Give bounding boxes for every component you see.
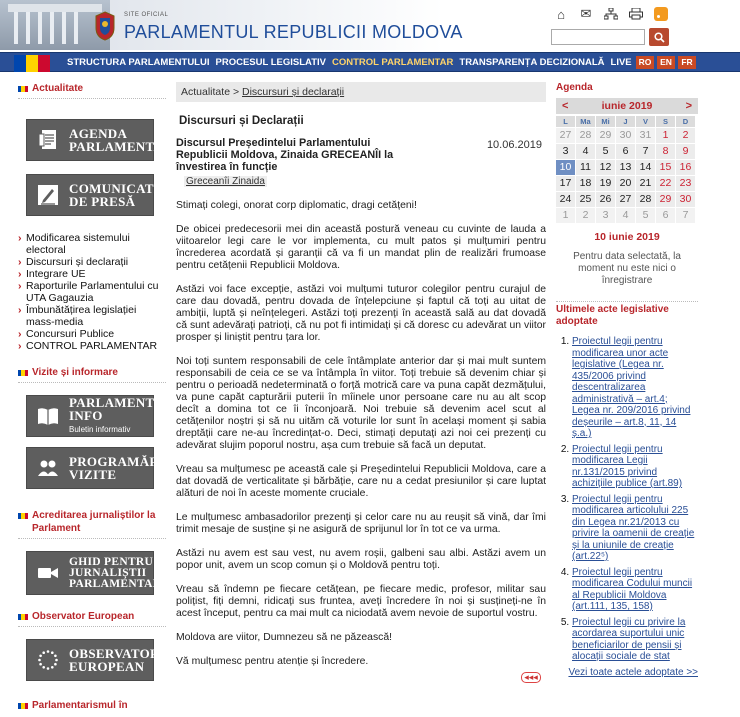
breadcrumb-root[interactable]: Actualitate: [181, 86, 231, 98]
calendar-day[interactable]: 20: [616, 176, 635, 191]
sitemap-icon[interactable]: [603, 6, 619, 22]
calendar-day[interactable]: 8: [656, 144, 675, 159]
article-date: 10.06.2019: [486, 139, 542, 151]
acts-list: [556, 336, 698, 663]
video-camera-icon: [37, 562, 59, 584]
agenda-parlamentara-banner[interactable]: [26, 119, 183, 161]
calendar-month: iunie 2019: [601, 100, 653, 112]
people-icon: [37, 457, 59, 479]
flag-icon: [18, 614, 28, 620]
sidebar-heading-actualitate: [18, 82, 166, 95]
calendar-day[interactable]: 6: [616, 144, 635, 159]
calendar-day[interactable]: 21: [636, 176, 655, 191]
calendar-next-button[interactable]: >: [685, 100, 692, 112]
flag-stripe: [14, 55, 26, 72]
calendar-weekday: S: [656, 116, 675, 127]
calendar-day[interactable]: 27: [616, 192, 635, 207]
calendar-day[interactable]: 15: [656, 160, 675, 175]
calendar-day[interactable]: 1: [656, 128, 675, 143]
calendar: [556, 98, 698, 223]
sidebar-heading-label: Observator European: [32, 611, 135, 622]
page-title: Discursuri și Declarații: [179, 115, 304, 127]
act-link[interactable]: Proiectul legii cu privire la acordarea suportului unic beneficiarilor de pensii și alocații sociale de stat: [572, 616, 686, 662]
act-item: [572, 494, 698, 563]
pen-icon: [37, 184, 59, 206]
sidebar-heading-label: Actualitate: [32, 83, 84, 94]
flag-icon: [18, 513, 28, 519]
language-switcher: [636, 56, 696, 69]
banner-line: AGENDA: [69, 126, 128, 141]
nav-transparenta[interactable]: TRANSPARENȚA DECIZIONALĂ: [459, 57, 605, 68]
calendar-day[interactable]: 10: [556, 160, 575, 175]
flag-stripe: [26, 55, 38, 72]
calendar-weekday: L: [556, 116, 575, 127]
act-item: [572, 444, 698, 490]
banner-line: DE PRESĂ: [69, 194, 136, 209]
calendar-day[interactable]: 2: [676, 128, 695, 143]
sidebar-link[interactable]: › Integrare UE: [18, 268, 166, 280]
left-sidebar: [18, 82, 183, 712]
calendar-day[interactable]: 28: [636, 192, 655, 207]
breadcrumb-current[interactable]: Discursuri și declarații: [242, 86, 345, 98]
act-link[interactable]: Proiectul legii pentru modificarea Codului muncii al Republicii Moldova (art.111, 135, 158): [572, 566, 693, 612]
calendar-day[interactable]: 25: [576, 192, 595, 207]
act-link[interactable]: Proiectul legii pentru modificarea articolului 225 din Legea nr.21/2013 cu privire la oamenii de creație și la uniunile de creație (art.22⁵): [572, 493, 695, 562]
print-icon[interactable]: [628, 6, 644, 22]
banner-subtitle: Buletin informativ: [69, 425, 131, 434]
banner-line: PARLAMENT: [69, 395, 155, 410]
author-tag[interactable]: Greceanîi Zinaida: [186, 176, 265, 187]
site-title[interactable]: PARLAMENTUL REPUBLICII MOLDOVA: [124, 22, 463, 42]
banner-line: COMUNICATE: [69, 181, 163, 196]
document-icon: [37, 129, 59, 151]
selected-date: 10 iunie 2019: [594, 231, 660, 243]
search-icon: [654, 32, 665, 43]
article-paragraph: Moldova are viitor, Dumnezeu să ne păzească!: [176, 632, 393, 643]
rss-icon: [654, 7, 668, 21]
sidebar-link[interactable]: › CONTROL PARLAMENTAR: [18, 340, 166, 352]
calendar-day[interactable]: 11: [576, 160, 595, 175]
agenda-heading: Agenda: [556, 82, 593, 93]
banner-line: EUROPEAN: [69, 659, 145, 674]
article-paragraph: De obicei predecesorii mei din această postură veneau cu cuvinte de lauda a viitoarelor legi care le vor implementa, cu mult patos și mulțumiri pentru încrederea acordată și garanții că va fi un mandat plin de realizări frumoase pentru cetățenii Republicii Moldova.: [176, 224, 546, 271]
nav-live[interactable]: LIVE: [610, 57, 632, 68]
sidebar-links: [18, 232, 166, 352]
calendar-day[interactable]: 5: [596, 144, 615, 159]
site-header: [0, 0, 740, 50]
calendar-day[interactable]: 5: [636, 208, 655, 223]
search-button[interactable]: [649, 28, 669, 46]
sidebar-heading-acreditare: [18, 509, 166, 535]
calendar-prev-button[interactable]: <: [562, 100, 569, 112]
sidebar-heading-parlamentarism: [18, 699, 166, 712]
calendar-day[interactable]: 2: [576, 208, 595, 223]
sidebar-link[interactable]: › Îmbunătățirea legislației mass-media: [18, 304, 166, 328]
ghid-jurnalisti-banner[interactable]: [26, 551, 167, 595]
search-input[interactable]: [551, 29, 645, 45]
calendar-day[interactable]: 6: [656, 208, 675, 223]
flag-icon: [18, 370, 28, 376]
eu-stars-icon: [37, 649, 59, 671]
calendar-day[interactable]: 19: [596, 176, 615, 191]
lang-fr-button[interactable]: FR: [678, 56, 696, 69]
banner-line: PARLAMENTARI: [69, 577, 167, 590]
article-paragraph: Le mulțumesc ambasadorilor prezenți și celor care nu au reușit să vină, dar îmi trimit mesaje de susține și ne asigură de sprijunul lor în tot ce va urma.: [176, 512, 546, 535]
article-paragraph: Vă mulțumesc pentru atenție și încredere.: [176, 656, 369, 667]
banner-line: GHID PENTRU: [69, 555, 154, 568]
banner-line: OBSERVATOR: [69, 646, 160, 661]
flag-stripe: [38, 55, 50, 72]
article-paragraph: Vreau sa mulțumesc pe această cale și Președintelui Republicii Moldova, care a dat dovadă de verticalitate și bărbăție, care nu a cedat presiunilor și care luptat alături de noi în aceste momente cruciale.: [176, 464, 546, 499]
article-header: [176, 137, 546, 173]
flag-icon: [18, 86, 28, 92]
calendar-header: [556, 98, 698, 114]
comunicate-de-presa-banner[interactable]: [26, 174, 163, 216]
book-icon: [37, 405, 59, 427]
banner-line: INFO: [69, 408, 103, 423]
calendar-day[interactable]: 9: [676, 144, 695, 159]
article-paragraph: Noi toți suntem responsabili de cele întâmplate anterior dar și mai mult suntem responsabili de ceia ce se va întâmpla în viitor. Toți trebuie să devenim chiar și pentru o perioadă nedeterminată o forță motrică care va puna capăt dezmățului, va pune capăt capturării puterii în mîinele unor persoane care nu au alt scop decît a domina tot ce îi înconjoară. Noi trebuie să devenim acel scut al cetățenilor noștri și să nu uităm că voturile lor sunt în același moment și sabia dreptății care ne-au încredințat-o. Deci, stimați deputați azi noi cei prezenți cu adevărat slujim poporul nostru, așa cum trebuie să facă un deputat.: [176, 356, 546, 451]
breadcrumb-separator: >: [232, 86, 240, 98]
calendar-day[interactable]: 16: [676, 160, 695, 175]
calendar-day[interactable]: 28: [576, 128, 595, 143]
calendar-day[interactable]: 29: [596, 128, 615, 143]
calendar-day[interactable]: 22: [656, 176, 675, 191]
right-sidebar: [556, 82, 698, 679]
act-link[interactable]: Proiectul legii pentru modificarea Legii nr.131/2015 privind achizițiile publice (art.89): [572, 443, 683, 489]
act-link[interactable]: Proiectul legii pentru modificarea unor acte legislative (Legea nr. 435/2006 privind descentralizarea administrativă – art.4; Legea nr. 209/2016 privind deșeurile – art.8, 11, 14 ș.a.): [572, 336, 691, 439]
calendar-day[interactable]: 4: [616, 208, 635, 223]
calendar-day[interactable]: 24: [556, 192, 575, 207]
calendar-day[interactable]: 31: [636, 128, 655, 143]
all-acts-link[interactable]: Vezi toate actele adoptate >>: [568, 666, 698, 678]
lang-ro-button[interactable]: RO: [636, 56, 654, 69]
article-paragraph: Stimați colegi, onorat corp diplomatic, dragi cetățeni!: [176, 200, 417, 211]
act-item: [572, 567, 698, 613]
rss-icon-button[interactable]: [653, 6, 669, 22]
act-item: [572, 617, 698, 663]
calendar-grid: [556, 116, 698, 223]
mail-icon[interactable]: ✉: [580, 6, 592, 21]
moldova-flag-icon: [14, 55, 50, 72]
calendar-day[interactable]: 27: [556, 128, 575, 143]
calendar-weekday: D: [676, 116, 695, 127]
nav-structura[interactable]: STRUCTURA PARLAMENTULUI: [67, 57, 210, 68]
calendar-weekday: Mi: [596, 116, 615, 127]
sidebar-link[interactable]: › Modificarea sistemului electoral: [18, 232, 166, 256]
act-item: [572, 336, 698, 440]
banner-line: VIZITE: [69, 467, 117, 482]
main-content: [176, 82, 546, 683]
agenda-message: Pentru data selectată, la moment nu este nici o înregistrare: [573, 251, 681, 286]
banner-line: PARLAMENTARĂ: [69, 139, 183, 154]
home-icon[interactable]: ⌂: [557, 6, 565, 22]
calendar-weekday: Ma: [576, 116, 595, 127]
calendar-day[interactable]: 3: [556, 144, 575, 159]
article-title: Discursul Președintelui Parlamentului Republicii Moldova, Zinaida GRECEANÎI la învestirea în funcție: [176, 137, 394, 173]
sidebar-link[interactable]: › Discursuri și declarații: [18, 256, 166, 268]
calendar-day[interactable]: 29: [656, 192, 675, 207]
nav-procesul-legislativ[interactable]: PROCESUL LEGISLATIV: [215, 57, 326, 68]
lang-en-button[interactable]: EN: [657, 56, 675, 69]
article-paragraph: Astăzi voi face excepție, astăzi voi mulțumi tuturor colegilor pentru curajul de care dau dovadă, pentru dovada de înțelepciune și faptul că toți au uitat de ambiții, luptă și neînțelegeri. Astăzi toți prezenți în această sală au dat dovadă că sunt adevărați patrioți, că nu pot fi intimidați și că doresc cu adevărat un viitor prosper și liniștit pentru țara lor.: [176, 284, 546, 343]
calendar-day[interactable]: 18: [576, 176, 595, 191]
calendar-day[interactable]: 7: [636, 144, 655, 159]
sidebar-link[interactable]: › Raporturile Parlamentului cu UTA Gagauzia: [18, 280, 166, 304]
sidebar-heading-observator: [18, 610, 166, 623]
breadcrumb: [176, 82, 546, 102]
parlament-info-banner[interactable]: [26, 395, 154, 437]
calendar-day[interactable]: 1: [556, 208, 575, 223]
acts-heading: Ultimele acte legislative adoptate: [556, 301, 698, 328]
sidebar-heading-label: Vizite și informare: [32, 367, 118, 378]
calendar-day[interactable]: 12: [596, 160, 615, 175]
calendar-weekday: V: [636, 116, 655, 127]
sidebar-heading-label: Parlamentarismul în: [32, 700, 128, 711]
all-acts-link-wrap: [556, 667, 698, 679]
back-button[interactable]: ◂◂◂: [521, 672, 541, 683]
article-paragraph: Vreau să îndemn pe fiecare cetățean, pe fiecare medic, profesor, militar sau polițist, fiți demni, ridicați sus fruntea, aveți încredere în noi și susțineți-ne în acest început, pentru ca mai mult ca niciodată avem nevoie de suportul vostru.: [176, 584, 546, 619]
observator-european-banner[interactable]: [26, 639, 160, 681]
calendar-day[interactable]: 3: [596, 208, 615, 223]
flag-icon: [18, 703, 28, 709]
calendar-day[interactable]: 30: [676, 192, 695, 207]
calendar-day[interactable]: 14: [636, 160, 655, 175]
calendar-day[interactable]: 7: [676, 208, 695, 223]
calendar-day[interactable]: 17: [556, 176, 575, 191]
calendar-day[interactable]: 23: [676, 176, 695, 191]
coat-of-arms-icon: [92, 10, 118, 42]
sidebar-heading-vizite: [18, 366, 166, 379]
utility-icons: [553, 6, 669, 22]
programari-vizite-banner[interactable]: [26, 447, 165, 489]
sidebar-link[interactable]: › Concursuri Publice: [18, 328, 166, 340]
calendar-weekday: J: [616, 116, 635, 127]
sidebar-heading-label: Acreditarea jurnaliștilor la Parlament: [32, 510, 156, 534]
calendar-day[interactable]: 13: [616, 160, 635, 175]
main-navigation: [0, 52, 740, 72]
calendar-day[interactable]: 26: [596, 192, 615, 207]
calendar-day[interactable]: 30: [616, 128, 635, 143]
site-official-label: SITE OFICIAL: [124, 12, 169, 18]
banner-line: JURNALIȘTII: [69, 566, 147, 579]
calendar-day[interactable]: 4: [576, 144, 595, 159]
banner-line: PROGRAMĂRI: [69, 454, 165, 469]
nav-control-parlamentar[interactable]: CONTROL PARLAMENTAR: [332, 57, 454, 68]
article-paragraph: Astăzi nu avem est sau vest, nu avem roșii, galbeni sau albi. Astăzi avem un popor unit, avem un scop comun și o Moldovă pentru toți.: [176, 548, 546, 571]
